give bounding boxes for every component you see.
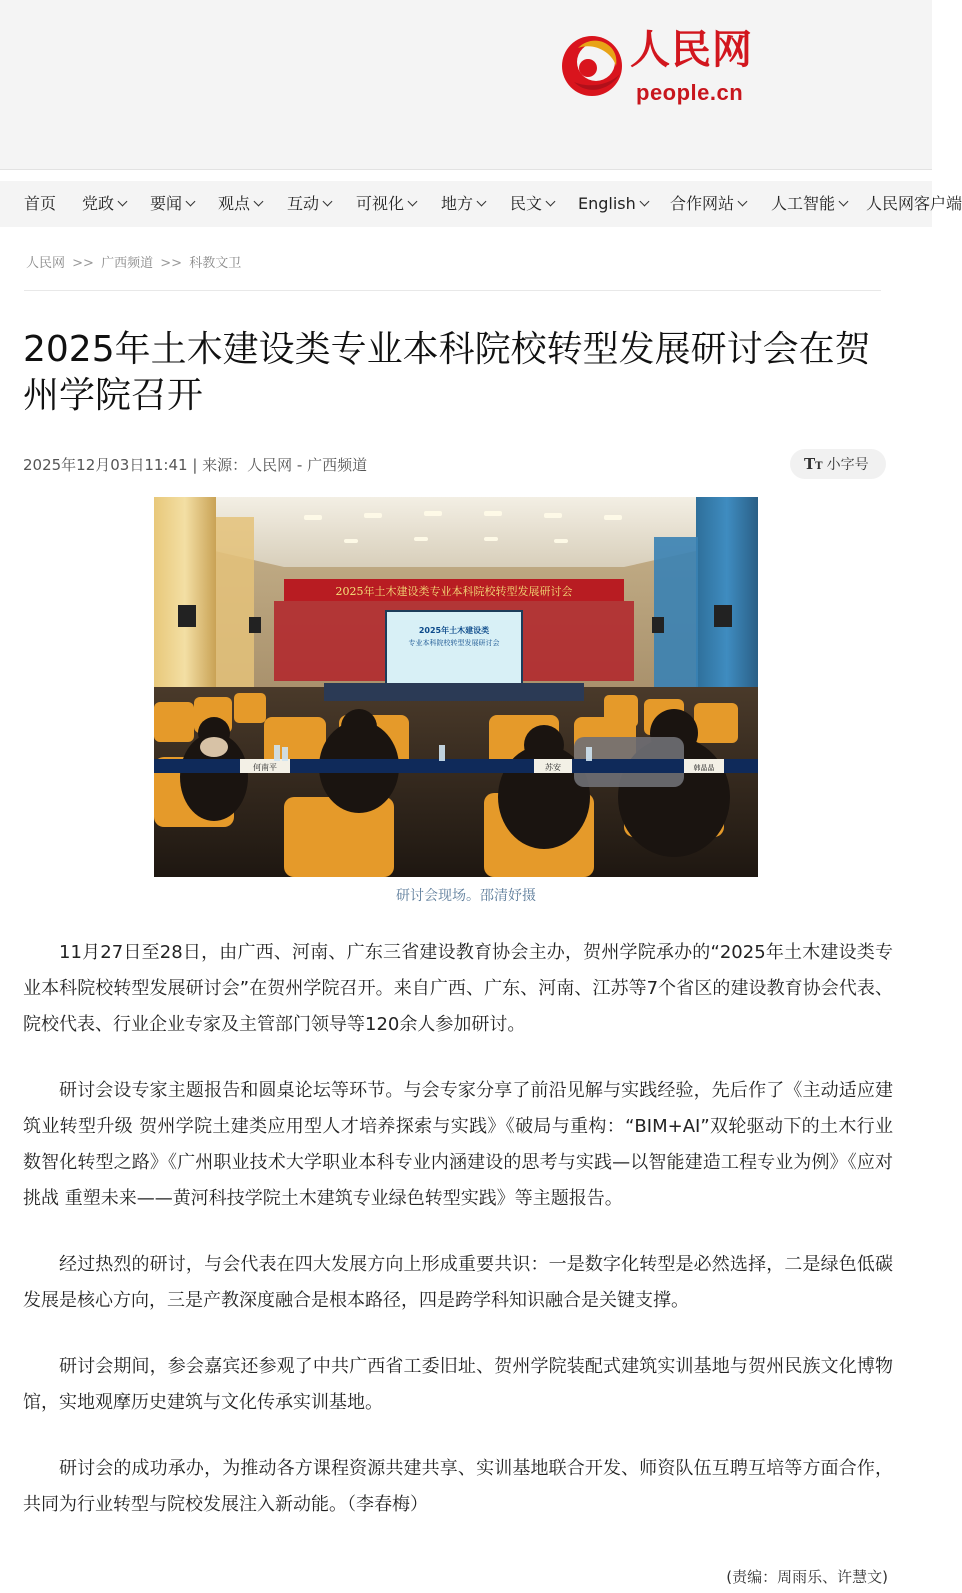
article-paragraph: 研讨会的成功承办，为推动各方课程资源共建共享、实训基地联合开发、师资队伍互聘互培等方面合作，共同为行业转型与院校发展注入新动能。（李春梅） [23,1458,893,1515]
article-title: 2025年土木建设类专业本科院校转型发展研讨会在贺州学院召开 [23,329,871,416]
conference-photo [154,497,758,877]
people-logo[interactable] [558,26,788,112]
main-nav [0,181,962,227]
breadcrumb-separator: >> [72,256,94,271]
article-body [23,935,893,1553]
nav-item-visual[interactable]: 可视化 [356,181,416,227]
chevron-down-icon [186,197,196,207]
breadcrumb-link-section[interactable]: 科教文卫 [189,256,242,271]
nav-item-party[interactable]: 党政 [82,181,126,227]
nav-item-ai[interactable]: 人工智能 [771,181,847,227]
chevron-down-icon [477,197,487,207]
logo-text-en: people.cn [636,80,744,105]
breadcrumb [26,252,241,271]
chevron-down-icon [839,197,849,207]
font-size-toggle[interactable] [790,449,886,479]
article-paragraph: 研讨会期间，参会嘉宾还参观了中共广西省工委旧址、贺州学院装配式建筑实训基地与贺州民族文化博物馆，实地观摩历史建筑与文化传承实训基地。 [23,1356,893,1413]
font-size-icon: TT [804,455,823,473]
nav-item-home[interactable]: 首页 [24,194,57,213]
chevron-down-icon [546,197,556,207]
nav-item-news[interactable]: 要闻 [150,181,194,227]
breadcrumb-separator: >> [160,256,183,271]
chevron-down-icon [408,197,418,207]
nav-item-ethnic[interactable]: 民文 [510,181,554,227]
photo-screen-line2: 专业本科院校转型发展研讨会 [408,639,500,647]
article-photo [154,497,758,877]
logo-mark-icon [558,26,628,112]
editor-credit: (责编：周雨乐、许慧文) [726,1568,888,1586]
logo-text-cn: 人民网 [630,26,753,73]
photo-caption: 研讨会现场。邵清妤摄 [396,888,536,904]
article-paragraph: 11月27日至28日，由广西、河南、广东三省建设教育协会主办，贺州学院承办的“2025年土木建设类专业本科院校转型发展研讨会”在贺州学院召开。来自广西、广东、河南、江苏等7个省区的建设教育协会代表、院校代表、行业企业专家及主管部门领导等120余人参加研讨。 [23,942,893,1035]
divider [24,290,881,291]
chevron-down-icon [639,197,649,207]
article-meta: 2025年12月03日11:41 | 来源：人民网 - 广西频道 [23,456,368,474]
photo-nameplate-2: 苏安 [545,763,561,772]
nav-item-interact[interactable]: 互动 [287,181,331,227]
article-paragraph: 研讨会设专家主题报告和圆桌论坛等环节。与会专家分享了前沿见解与实践经验，先后作了《主动适应建筑业转型升级 贺州学院土建类应用型人才培养探索与实践》《破局与重构：“BIM+AI”双轮驱动下的土木行业数智化转型之路》《广州职业技术大学职业本科专业内涵建设的思考与实践—以智能建造工程专业为例》《应对挑战 重塑未来——黄河科技学院土木建筑专业绿色转型实践》等主题报告。 [23,1080,893,1209]
photo-nameplate-1: 何南平 [253,763,277,772]
photo-banner-text: 2025年土木建设类专业本科院校转型发展研讨会 [335,585,573,598]
chevron-down-icon [323,197,333,207]
header-band [0,0,932,170]
nav-item-app[interactable]: 人民网客户端 [866,194,962,213]
nav-item-opinion[interactable]: 观点 [218,181,262,227]
nav-item-partners[interactable]: 合作网站 [670,181,746,227]
photo-nameplate-3: 韩晶晶 [693,764,715,772]
chevron-down-icon [738,197,748,207]
chevron-down-icon [254,197,264,207]
article-paragraph: 经过热烈的研讨，与会代表在四大发展方向上形成重要共识：一是数字化转型是必然选择，二是绿色低碳发展是核心方向，三是产教深度融合是根本路径，四是跨学科知识融合是关键支撑。 [23,1254,893,1311]
photo-screen-line1: 2025年土木建设类 [418,626,490,635]
font-size-label: 小字号 [826,457,869,473]
nav-item-local[interactable]: 地方 [441,181,485,227]
breadcrumb-link-home[interactable]: 人民网 [26,256,66,271]
breadcrumb-link-channel[interactable]: 广西频道 [101,256,154,271]
nav-item-english[interactable]: English [578,181,648,227]
chevron-down-icon [118,197,128,207]
